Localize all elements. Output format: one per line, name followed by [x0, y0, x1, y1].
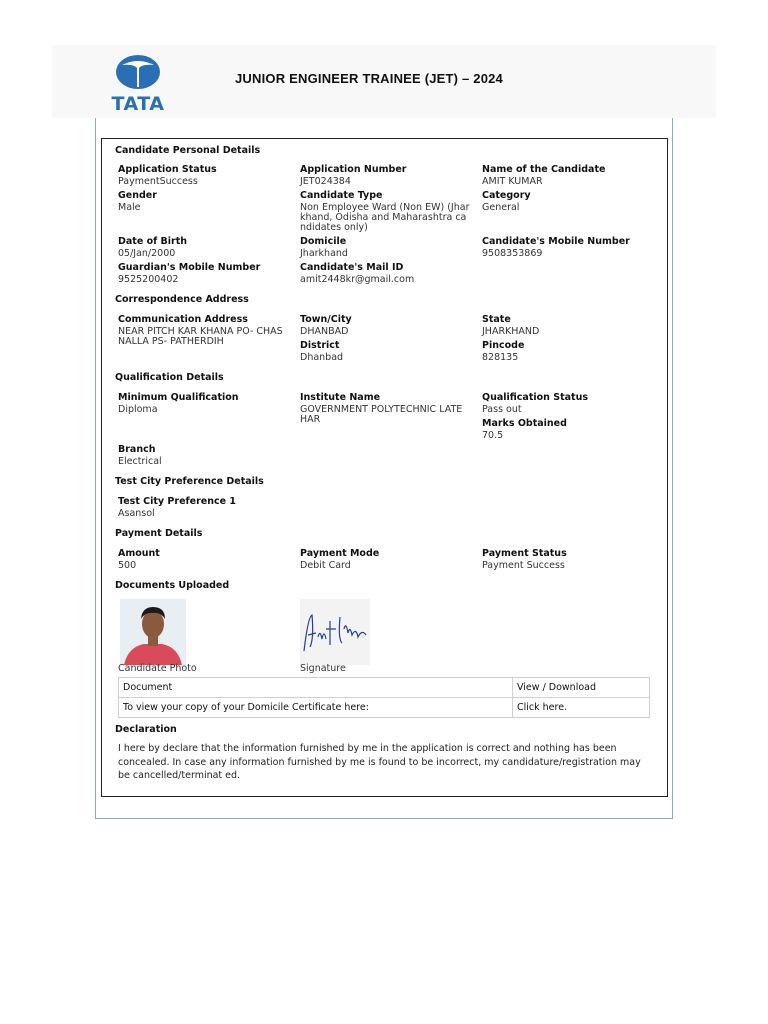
town-label: Town/City [300, 314, 352, 325]
payment-status-label: Payment Status [482, 548, 567, 559]
qualification-status-label: Qualification Status [482, 392, 588, 403]
tata-logo [108, 51, 168, 115]
marks-value: 70.5 [482, 430, 504, 441]
institute-value-line2: HAR [300, 414, 321, 425]
marks-label: Marks Obtained [482, 418, 567, 429]
state-label: State [482, 314, 511, 325]
section-heading-qualification: Qualification Details [115, 372, 224, 383]
domicile-value: Jharkhand [300, 248, 348, 259]
application-status-label: Application Status [118, 164, 217, 175]
section-heading-payment: Payment Details [115, 528, 203, 539]
domicile-certificate-link[interactable]: Click here. [513, 698, 650, 718]
declaration-text: I here by declare that the information furnished by me in the application is correct and nothing has been concealed. In case any information furnished by me is found to be incorrect, my candidature/registration may be cancelled/terminat ed. [118, 743, 641, 781]
section-heading-correspondence: Correspondence Address [115, 294, 249, 305]
section-heading-personal: Candidate Personal Details [115, 145, 261, 156]
mail-label: Candidate's Mail ID [300, 262, 404, 273]
pincode-value: 828135 [482, 352, 519, 363]
amount-label: Amount [118, 548, 160, 559]
documents-table [118, 677, 650, 718]
communication-address-label: Communication Address [118, 314, 248, 325]
tata-logo-icon [108, 51, 168, 93]
institute-label: Institute Name [300, 392, 381, 403]
table-header-view-download: View / Download [513, 678, 650, 698]
candidate-photo-caption: Candidate Photo [118, 663, 197, 674]
signature-stroke [300, 599, 370, 665]
candidate-photo-image [120, 599, 186, 665]
mail-value: amit2448kr@gmail.com [300, 274, 415, 285]
tata-logo-text: TATA [111, 93, 165, 115]
min-qualification-value: Diploma [118, 404, 158, 415]
payment-mode-label: Payment Mode [300, 548, 380, 559]
town-value: DHANBAD [300, 326, 349, 337]
state-value: JHARKHAND [482, 326, 540, 337]
qualification-status-value: Pass out [482, 404, 522, 415]
payment-status-value: Payment Success [482, 560, 565, 571]
candidate-photo [120, 599, 186, 665]
section-heading-declaration: Declaration [115, 724, 177, 735]
domicile-certificate-row-text: To view your copy of your Domicile Certificate here: [119, 698, 513, 718]
table-header-row [119, 678, 650, 698]
application-number-value: JET024384 [300, 176, 351, 187]
branch-value: Electrical [118, 456, 162, 467]
category-label: Category [482, 190, 531, 201]
candidate-name-value: AMIT KUMAR [482, 176, 543, 187]
domicile-label: Domicile [300, 236, 347, 247]
guardian-mobile-label: Guardian's Mobile Number [118, 262, 261, 273]
gender-label: Gender [118, 190, 157, 201]
district-value: Dhanbad [300, 352, 344, 363]
candidate-type-label: Candidate Type [300, 190, 383, 201]
gender-value: Male [118, 202, 141, 213]
mobile-label: Candidate's Mobile Number [482, 236, 630, 247]
dob-value: 05/Jan/2000 [118, 248, 176, 259]
section-heading-test-city: Test City Preference Details [115, 476, 264, 487]
mobile-value: 9508353869 [482, 248, 543, 259]
application-number-label: Application Number [300, 164, 407, 175]
table-row [119, 698, 650, 718]
district-label: District [300, 340, 340, 351]
page-title: JUNIOR ENGINEER TRAINEE (JET) – 2024 [235, 71, 503, 86]
table-header-document: Document [119, 678, 513, 698]
section-heading-documents: Documents Uploaded [115, 580, 230, 591]
payment-mode-value: Debit Card [300, 560, 351, 571]
candidate-name-label: Name of the Candidate [482, 164, 606, 175]
dob-label: Date of Birth [118, 236, 188, 247]
communication-address-value-line2: NALLA PS- PATHERDIH [118, 336, 224, 347]
application-status-value: PaymentSuccess [118, 176, 198, 187]
category-value: General [482, 202, 520, 213]
candidate-type-value-line2: khand, Odisha and Maharashtra ca [300, 212, 467, 223]
institute-value: GOVERNMENT POLYTECHNIC LATE [300, 404, 463, 415]
candidate-type-value: Non Employee Ward (Non EW) (Jhar [300, 202, 470, 213]
pincode-label: Pincode [482, 340, 525, 351]
communication-address-value: NEAR PITCH KAR KHANA PO- CHAS [118, 326, 283, 337]
min-qualification-label: Minimum Qualification [118, 392, 239, 403]
test-city-pref1-label: Test City Preference 1 [118, 496, 236, 507]
signature-image [300, 599, 370, 665]
guardian-mobile-value: 9525200402 [118, 274, 179, 285]
signature-caption: Signature [300, 663, 346, 674]
amount-value: 500 [118, 560, 137, 571]
candidate-type-value-line3: ndidates only) [300, 222, 368, 233]
branch-label: Branch [118, 444, 156, 455]
test-city-pref1-value: Asansol [118, 508, 155, 519]
page-header [52, 45, 716, 118]
